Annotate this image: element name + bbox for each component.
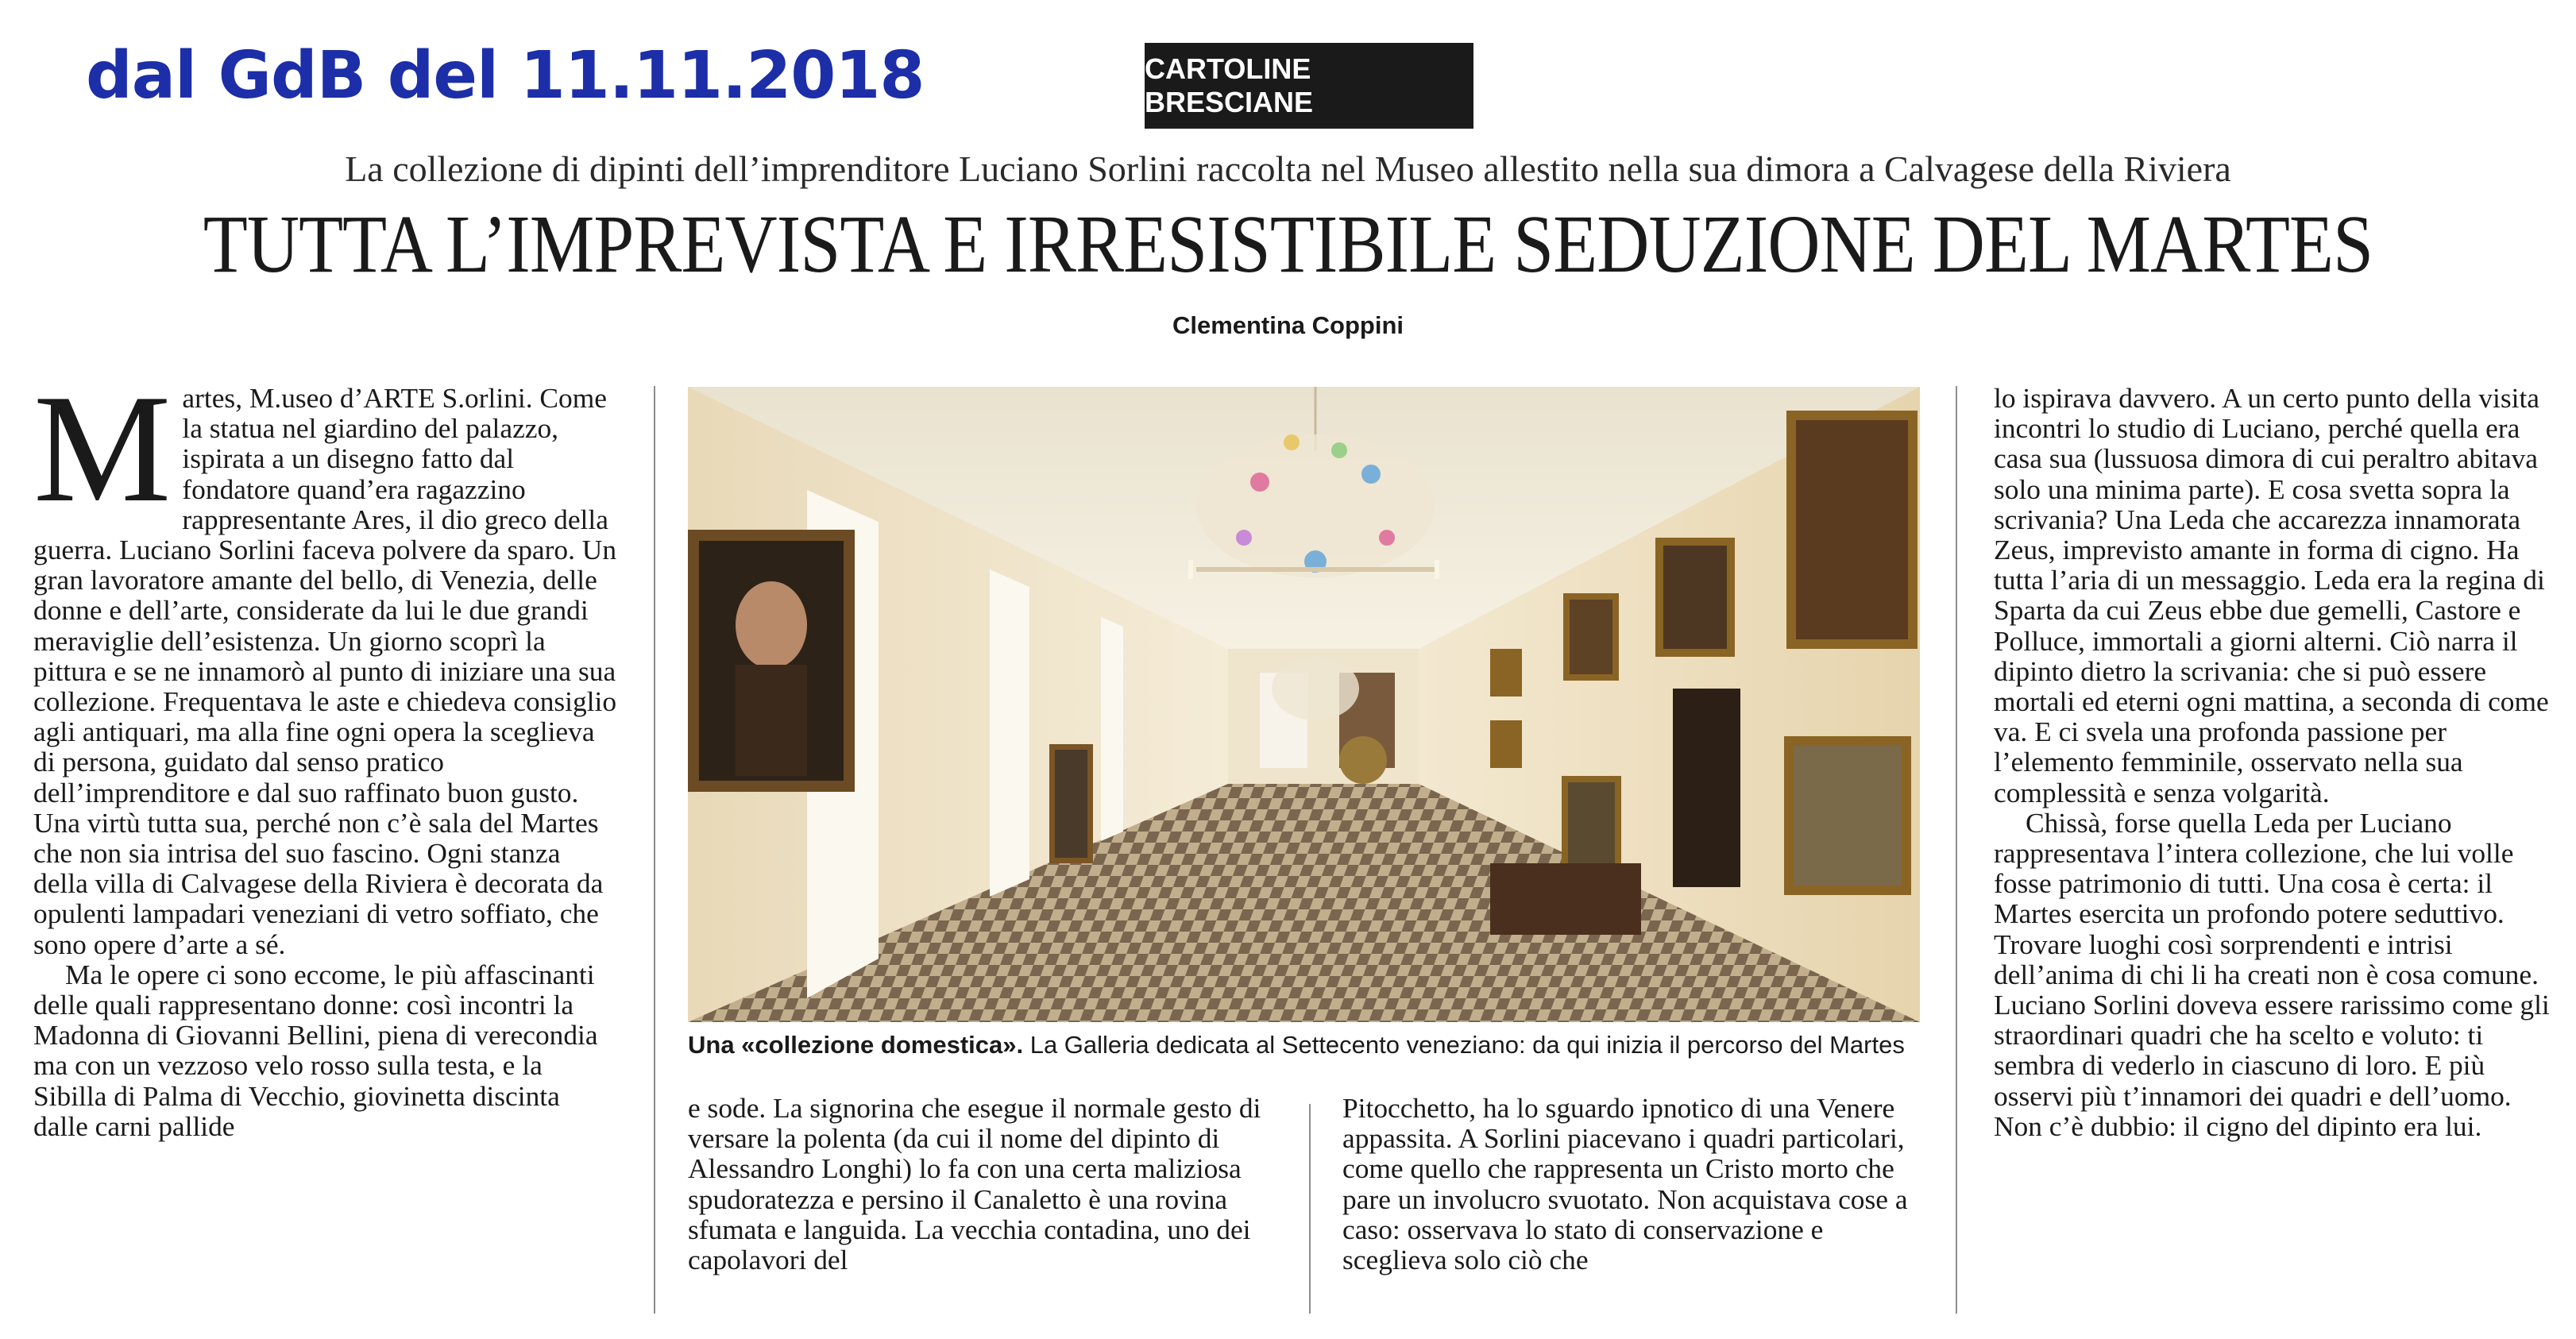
paragraph: Ma le opere ci sono eccome, le più affascinanti delle quali rappresentano donne: così incontri la Madonna di Giovanni Bellini, piena di verecondia ma con un vezzoso velo rosso sulla testa, e la Sibilla di Palma di Vecchio, giovinetta discinta dalle carni pallide [33, 958, 598, 1142]
caption-lead: Una «collezione domestica». [688, 1031, 1024, 1059]
paragraph: Chissà, forse quella Leda per Luciano rappresentava l’intera collezione, che lui volle fosse patrimonio di tutti. Una cosa è certa: il Martes esercita un profondo potere seduttivo. Trovare luoghi così sorprendenti e intrisi dell’anima di chi li ha creati non è cosa comune. Luciano Sorlini doveva essere rarissimo come gli straordinari quadri che ha scelto e voluto: ti sembra di vederlo in ciascuno di loro. E più osservi più t’innamori dei quadri e dell’uomo. Non c’è dubbio: il cigno del dipinto era lui. [1994, 806, 2550, 1142]
byline: Clementina Coppini [1172, 311, 1404, 339]
paragraph: e sode. La signorina che esegue il normale gesto di versare la polenta (da cui il nome del dipinto di Alessandro Longhi) lo fa con una certa maliziosa spudoratezza e persino il Canaletto è una rovina sfumata e languida. La vecchia contadina, uno dei capolavori del [688, 1092, 1261, 1276]
article-column-2 [688, 1093, 1276, 1275]
article-column-1 [33, 363, 621, 1142]
photo-caption [688, 1031, 1927, 1059]
paragraph: lo ispirava davvero. A un certo punto della visita incontri lo studio di Luciano, perché quella era casa sua (lussuosa dimora di cui peraltro abitava solo una minima parte). E cosa svetta sopra la scrivania? Una Leda che accarezza innamorata Zeus, imprevisto amante in forma di cigno. Ha tutta l’aria di un messaggio. Leda era la regina di Sparta da cui Zeus ebbe due gemelli, Castore e Polluce, immortali a giorni alterni. Ciò narra il dipinto dietro la scrivania: che si può essere mortali ed eterni ogni mattina, a seconda di come va. E ci svela una profonda passione per l’elemento femminile, osservato nella sua complessità e senza volgarità. [1994, 382, 2549, 808]
column-rule [654, 386, 655, 1314]
source-line: dal GdB del 11.11.2018 [86, 38, 925, 114]
kicker: La collezione di dipinti dell’imprenditore Luciano Sorlini raccolta nel Museo allestito nella sua dimora a Calvagese della Riviera [345, 149, 2231, 189]
column-rule [1309, 1104, 1311, 1314]
article-column-4 [1994, 383, 2564, 1141]
caption-text: La Galleria dedicata al Settecento veneziano: da qui inizia il percorso del Martes [1023, 1031, 1905, 1059]
column-rule [1956, 386, 1957, 1314]
dropcap: M [33, 363, 172, 534]
paragraph: Pitocchetto, ha lo sguardo ipnotico di una Venere appassita. A Sorlini piacevano i quadri particolari, come quello che rappresenta un Cristo morto che pare un involucro svuotato. Non acquistava cose a caso: osservava lo stato di conservazione e sceglieva solo ciò che [1342, 1092, 1908, 1276]
paragraph: artes, M.useo d’ARTE S.orlini. Come la statua nel giardino del palazzo, ispirata a un disegno fatto dal fondatore quand’era ragazzino rappresentante Ares, il dio greco della guerra. Luciano Sorlini faceva polvere da sparo. Un gran lavoratore amante del bello, di Venezia, delle donne e dell’arte, considerate da lui le due grandi meraviglie dell’esistenza. Un giorno scoprì la pittura e se ne innamorò al punto di iniziare una sua collezione. Frequentava le aste e chiedeva consiglio agli antiquari, ma alla fine ogni opera la sceglieva di persona, guidato dal senso pratico dell’imprenditore e dal suo raffinato buon gusto. Una virtù tutta sua, perché non c’è sala del Martes che non sia intrisa del suo fascino. Ogni stanza della villa di Calvagese della Riviera è decorata da opulenti lampadari veneziani di vetro soffiato, che sono opere d’arte a sé. [33, 382, 617, 960]
headline: TUTTA L’IMPREVISTA E IRRESISTIBILE SEDUZIONE DEL MARTES [203, 199, 2373, 290]
article-column-3 [1342, 1093, 1930, 1275]
section-tag: CARTOLINE BRESCIANE [1145, 43, 1473, 129]
gallery-photo [688, 387, 1920, 1022]
